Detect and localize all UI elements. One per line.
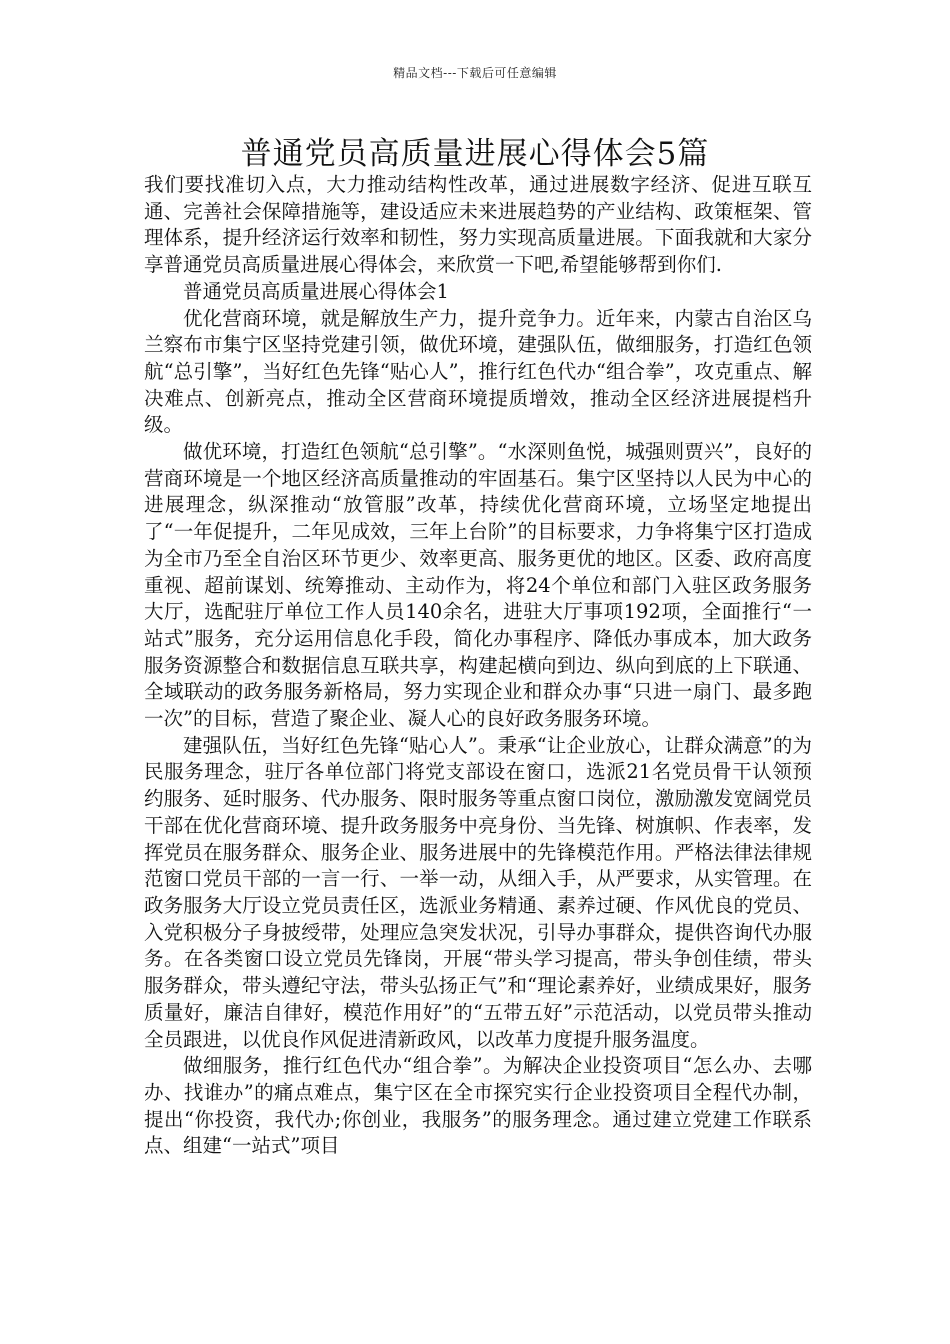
body-paragraph: 建强队伍，当好红色先锋“贴心人”。秉承“让企业放心，让群众满意”的为民服务理念，驻厅各单位部门将党支部设在窗口，选派21名党员骨干认领预约服务、延时服务、代办服务、限时服务等重点窗口岗位，激励激发宽阔党员干部在优化营商环境、提升政务服务中亮身份、当先锋、树旗帜、作表率，发挥党员在服务群众、服务企业、服务进展中的先锋模范作用。严格法律法律规范窗口党员干部的一言一行、一举一动，从细入手，从严要求，从实管理。在政务服务大厅设立党员责任区，选派业务精通、素养过硬、作风优良的党员、入党积极分子身披绶带，处理应急突发状况，引导办事群众，提供咨询代办服务。在各类窗口设立党员先锋岗，开展“带头学习提高，带头争创佳绩，带头服务群众，带头遵纪守法，带头弘扬正气”和“理论素养好，业绩成果好，服务质量好，廉洁自律好，模范作用好”的“五带五好”示范活动，以党员带头推动全员跟进，以优良作风促进清新政风，以改革力度提升服务温度。 [144,733,812,1051]
document-body [144,172,812,1160]
page-header: 精品文档---下载后可任意编辑 [393,66,557,80]
body-paragraph: 做细服务，推行红色代办“组合拳”。为解决企业投资项目“怎么办、去哪办、找谁办”的痛点难点，集宁区在全市探究实行企业投资项目全程代办制，提出“你投资，我代办;你创业，我服务”的服务理念。通过建立党建工作联系点、组建“一站式”项目 [144,1054,812,1158]
document-title: 普通党员高质量进展心得体会5篇 [240,136,710,172]
intro-paragraph: 我们要找准切入点，大力推动结构性改革，通过进展数字经济、促进互联互通、完善社会保障措施等，建设适应未来进展趋势的产业结构、政策框架、管理体系，提升经济运行效率和韧性，努力实现高质量进展。下面我就和大家分享普通党员高质量进展心得体会，来欣赏一下吧,希望能够帮到你们. [144,173,812,277]
body-paragraph: 优化营商环境，就是解放生产力，提升竞争力。近年来，内蒙古自治区乌兰察布市集宁区坚持党建引领，做优环境，建强队伍，做细服务，打造红色领航“总引擎”，当好红色先锋“贴心人”，推行红色代办“组合拳”，攻克重点、解决难点、创新亮点，推动全区营商环境提质增效，推动全区经济进展提档升级。 [144,306,812,437]
section-heading: 普通党员高质量进展心得体会1 [183,279,449,303]
body-paragraph: 做优环境，打造红色领航“总引擎”。“水深则鱼悦，城强则贾兴”，良好的营商环境是一个地区经济高质量推动的牢固基石。集宁区坚持以人民为中心的进展理念，纵深推动“放管服”改革，持续优化营商环境，立场坚定地提出了“一年促提升，二年见成效，三年上台阶”的目标要求，力争将集宁区打造成为全市乃至全自治区环节更少、效率更高、服务更优的地区。区委、政府高度重视、超前谋划、统筹推动、主动作为，将24个单位和部门入驻区政务服务大厅，选配驻厅单位工作人员140余名，进驻大厅事项192项，全面推行“一站式”服务，充分运用信息化手段，简化办事程序、降低办事成本，加大政务服务资源整合和数据信息互联共享，构建起横向到边、纵向到底的上下联通、全域联动的政务服务新格局，努力实现企业和群众办事“只进一扇门、最多跑一次”的目标，营造了聚企业、凝人心的良好政务服务环境。 [144,440,812,731]
